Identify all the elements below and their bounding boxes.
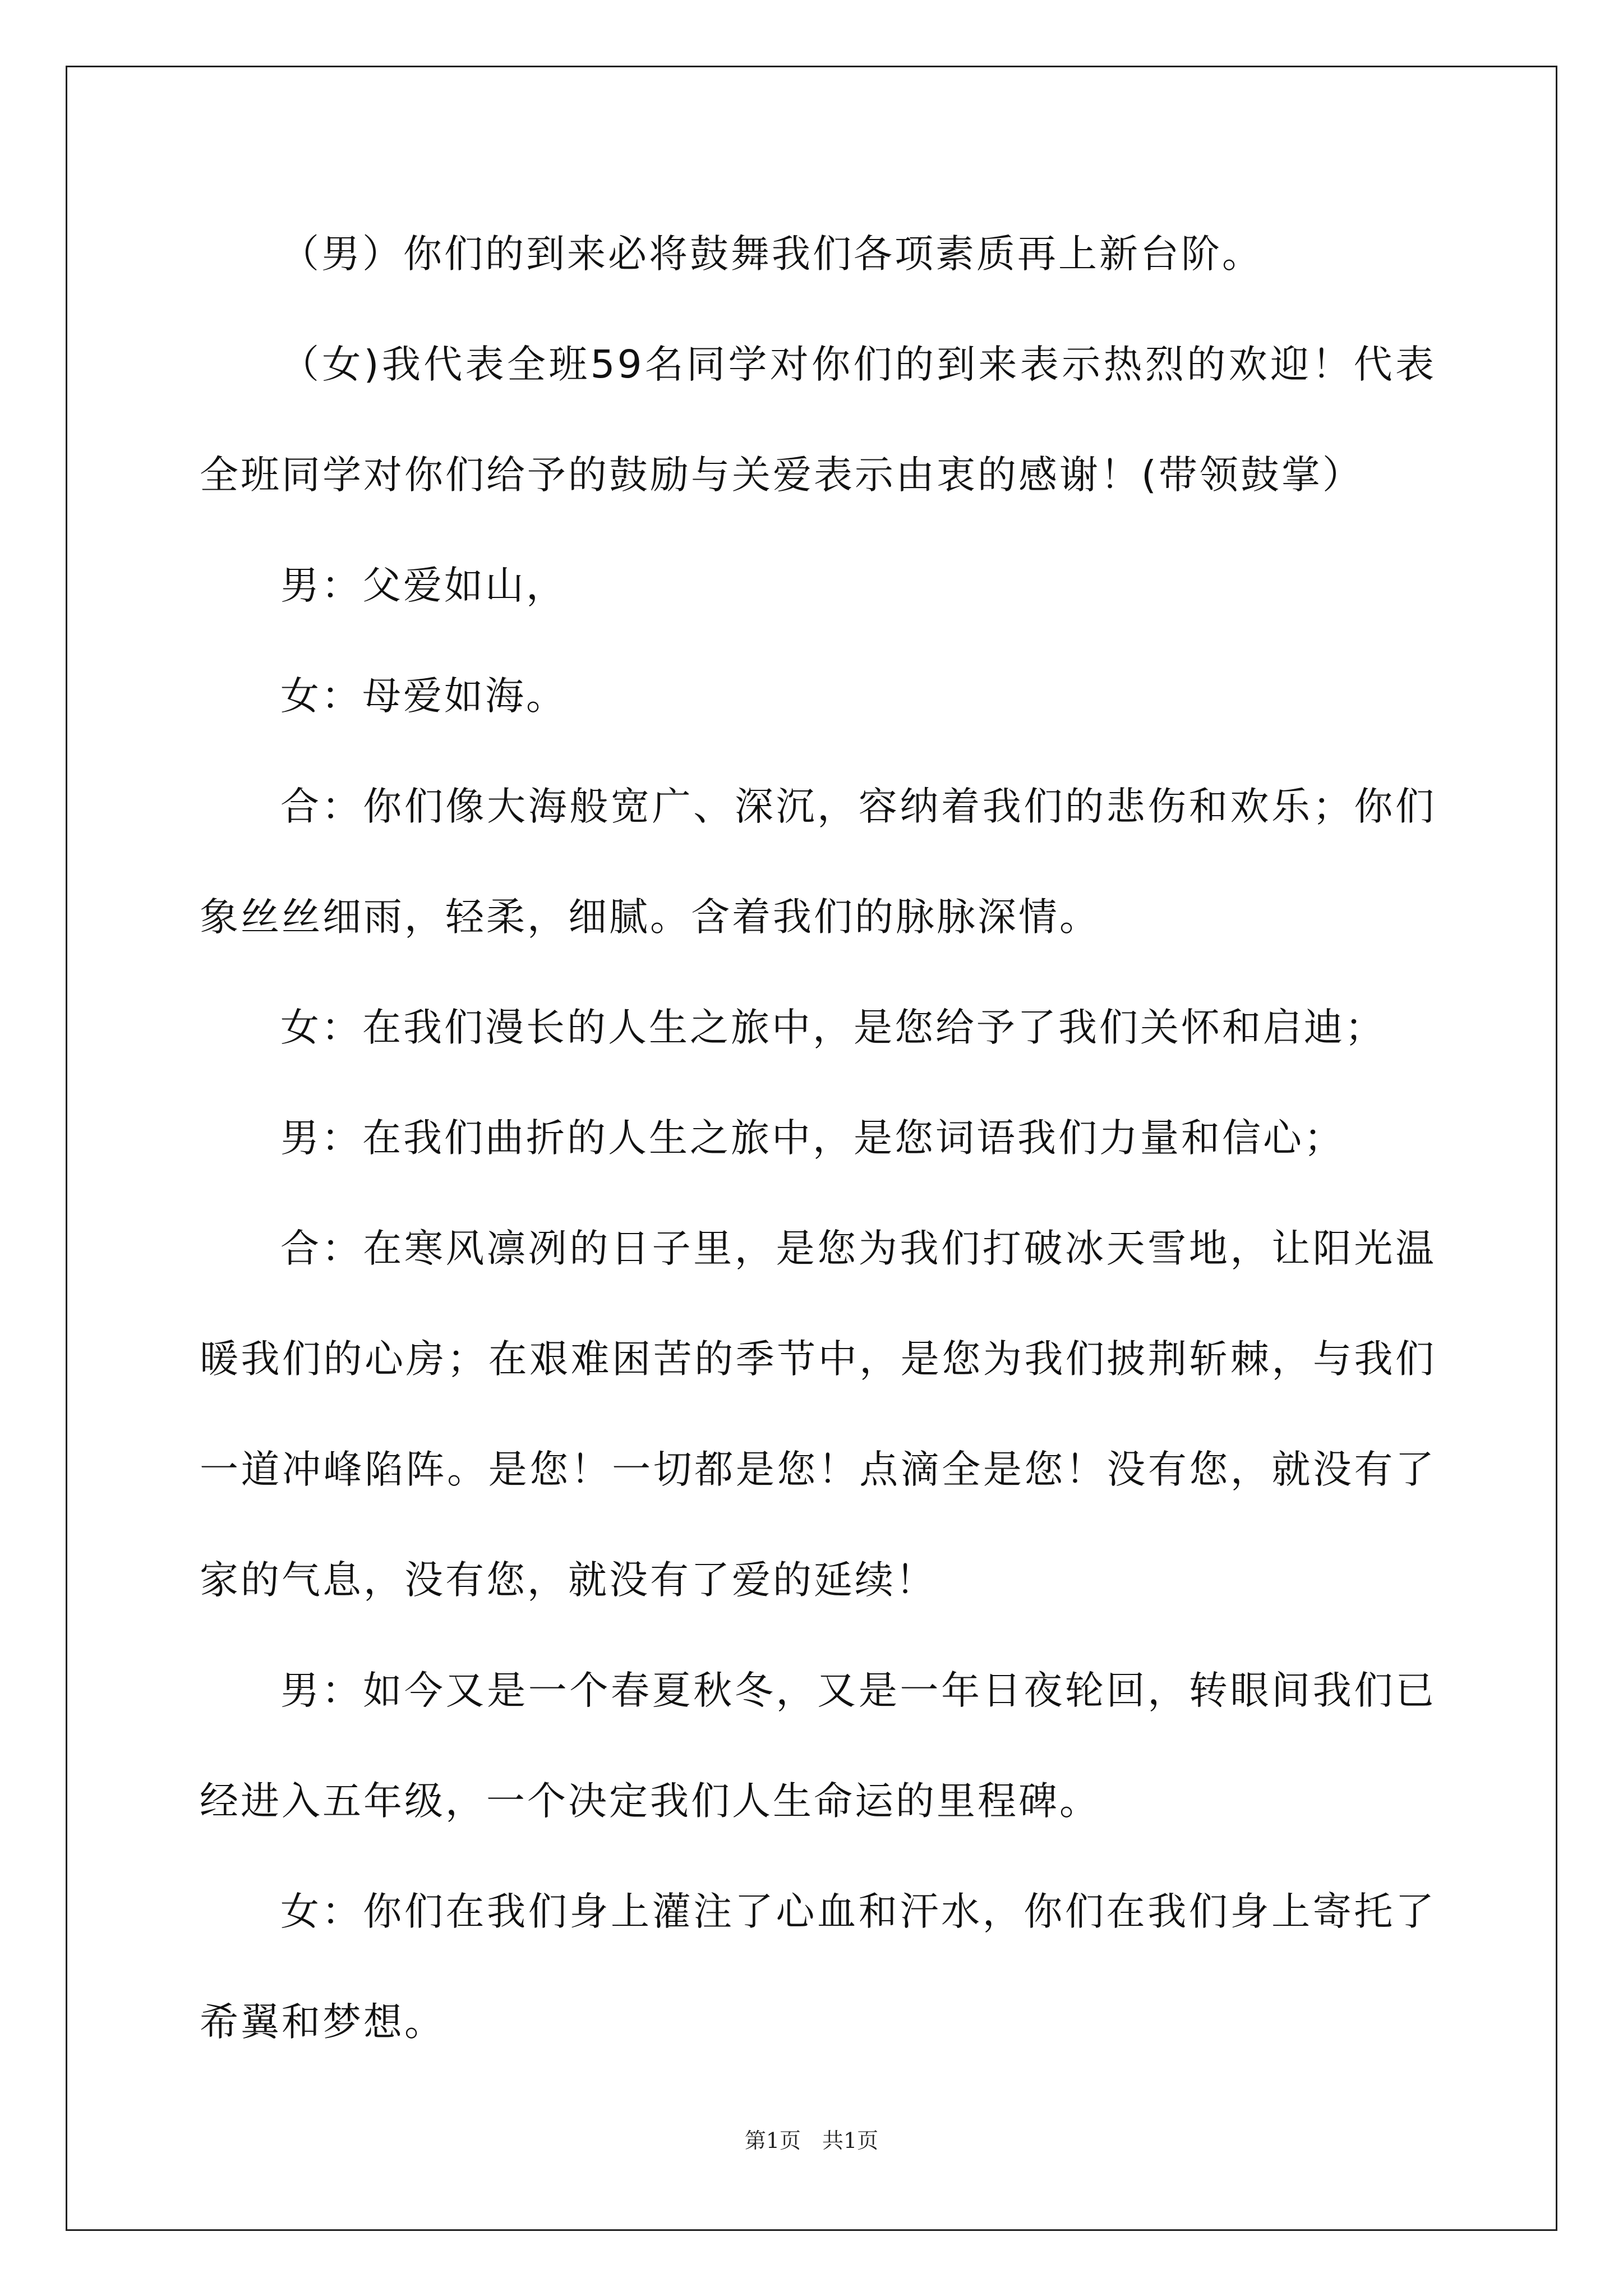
paragraph: 女：母爱如海。 xyxy=(280,674,567,719)
paragraph: 女：你们在我们身上灌注了心血和汗水，你们在我们身上寄托了希翼和梦想。 xyxy=(200,1889,1436,2045)
paragraph: （男）你们的到来必将鼓舞我们各项素质再上新台阶。 xyxy=(280,232,1263,277)
paragraph: 男：在我们曲折的人生之旅中，是您词语我们力量和信心； xyxy=(280,1116,1345,1161)
paragraph: 合：你们像大海般宽广、深沉，容纳着我们的悲伤和欢乐；你们象丝丝细雨，轻柔，细腻。含着我们的脉脉深情。 xyxy=(200,784,1436,940)
paragraph: 男：父爱如山， xyxy=(280,563,567,608)
document-body xyxy=(200,199,1436,2078)
paragraph: 男：如今又是一个春夏秋冬，又是一年日夜轮回，转眼间我们已经进入五年级，一个决定我们人生命运的里程碑。 xyxy=(200,1668,1436,1824)
paragraph: （女)我代表全班59名同学对你们的到来表示热烈的欢迎！代表全班同学对你们给予的鼓励与关爱表示由衷的感谢！(带领鼓掌） xyxy=(200,342,1436,498)
paragraph: 合：在寒风凛冽的日子里，是您为我们打破冰天雪地，让阳光温暖我们的心房；在艰难困苦的季节中，是您为我们披荆斩棘，与我们一道冲峰陷阵。是您！一切都是您！点滴全是您！没有您，就没有了家的气息，没有您，就没有了爱的延续！ xyxy=(200,1226,1436,1603)
page-number-footer: 第1页 共1页 xyxy=(744,2128,879,2153)
paragraph: 女：在我们漫长的人生之旅中，是您给予了我们关怀和启迪； xyxy=(280,1005,1386,1050)
